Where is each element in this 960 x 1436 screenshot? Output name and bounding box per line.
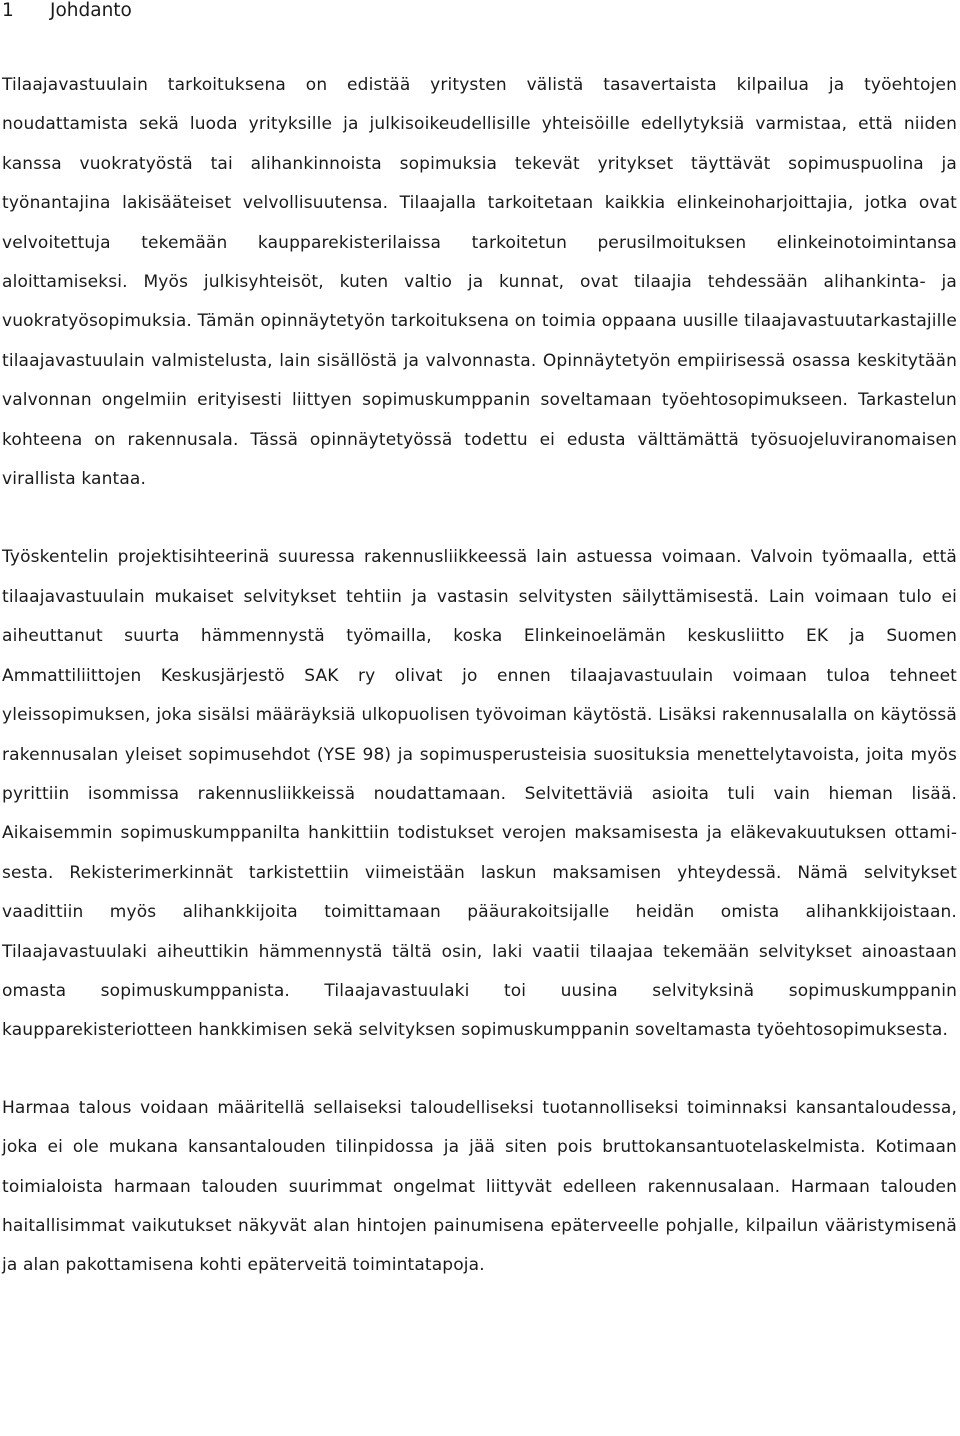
paragraph-experience: Työskentelin projektisihteerinä suuressa rakennusliikkeessä lain astuessa voimaan. Valvoin työmaalla, että tilaajavastuulain mukaiset selvitykset tehtiin ja vastasin selvitysten säilyttämisestä. Lain voimaan tulo ei aiheuttanut suurta hämmennystä työmailla, koska Elinkeinoelämän keskusliitto EK ja Suomen Ammattiliittojen Keskusjärjestö SAK ry olivat jo ennen tilaajavastuulain voimaan tuloa tehneet yleissopimuksen, joka sisälsi määräyksiä ulkopuolisen työvoiman käytöstä. Lisäksi rakennusalalla on käytössä rakennusalan yleiset sopimusehdot (YSE 98) ja sopimusperusteisia suosituksia menettelytavoista, joita myös pyrittiin isommissa rakennusliikkeissä noudattamaan. Selvitettäviä asioita tuli vain hieman lisää. Aikaisemmin sopimuskumppanilta hankittiin todistukset verojen maksamisesta ja eläkevakuutuksen ottamisesta. Rekisterimerkinnät tarkistettiin viimeistään laskun maksamisen yhteydessä. Nämä selvitykset vaadittiin myös alihankkijoita toimittamaan pääurakoitsijalle heidän omista alihankkijoistaan. Tilaajavastuulaki aiheuttikin hämmennystä tältä osin, laki vaatii tilaajaa tekemään selvitykset ainoastaan omasta sopimuskumppanista. Tilaajavastuulaki toi uusina selvityksinä sopimuskumppanin kaupparekisteriotteen hankkimisen sekä selvityksen sopimuskumppanin soveltamasta työehtosopimuksesta. [2,547,957,1041]
paragraph-grey-economy: Harmaa talous voidaan määritellä sellaiseksi taloudelliseksi tuotannolliseksi toiminnaksi kansantaloudessa, joka ei ole mukana kansantalouden tilinpidossa ja jää siten pois bruttokansantuotelaskelmista. Kotimaan toimialoista harmaan talouden suurimmat ongelmat liittyvät edelleen rakennusalaan. Harmaan talouden haitallisimmat vaikutukset näkyvät alan hintojen painumisena epäterveelle pohjalle, kilpailun vääristymisenä ja alan pakottamisena kohti epäterveitä toimintatapoja. [2,1097,957,1276]
chapter-number: 1 [2,0,14,21]
chapter-heading [2,0,957,22]
chapter-title: Johdanto [50,0,132,21]
paragraph-purpose: Tilaajavastuulain tarkoituksena on edistää yritysten välistä tasavertaista kilpailua ja työehtojen noudattamista sekä luoda yrityksille ja julkisoikeudellisille yhteisöille edellytyksiä varmistaa, että niiden kanssa vuokratyöstä tai alihankinnoista sopimuksia tekevät yritykset täyttävät sopimuspuolina ja työnantajina lakisääteiset velvollisuutensa. Tilaajalla tarkoitetaan kaikkia elinkeinoharjoittajia, jotka ovat velvoitettuja tekemään kaupparekisterilaissa tarkoitetun perusilmoituksen elinkeinotoimintansa aloittamiseksi. Myös julkisyhteisöt, kuten valtio ja kunnat, ovat tilaajia tehdessään alihankinta- ja vuokratyösopimuksia. Tämän opinnäytetyön tarkoituksena on toimia oppaana uusille tilaajavastuutarkastajille tilaajavastuulain valmistelusta, lain sisällöstä ja valvonnasta. Opinnäytetyön empiirisessä osassa keskitytään valvonnan ongelmiin erityisesti liittyen sopimuskumppanin soveltamaan työehtosopimukseen. Tarkastelun kohteena on rakennusala. Tässä opinnäytetyössä todettu ei edusta välttämättä työsuojeluviranomaisen virallista kantaa. [2,75,957,490]
document-page [2,0,957,1286]
